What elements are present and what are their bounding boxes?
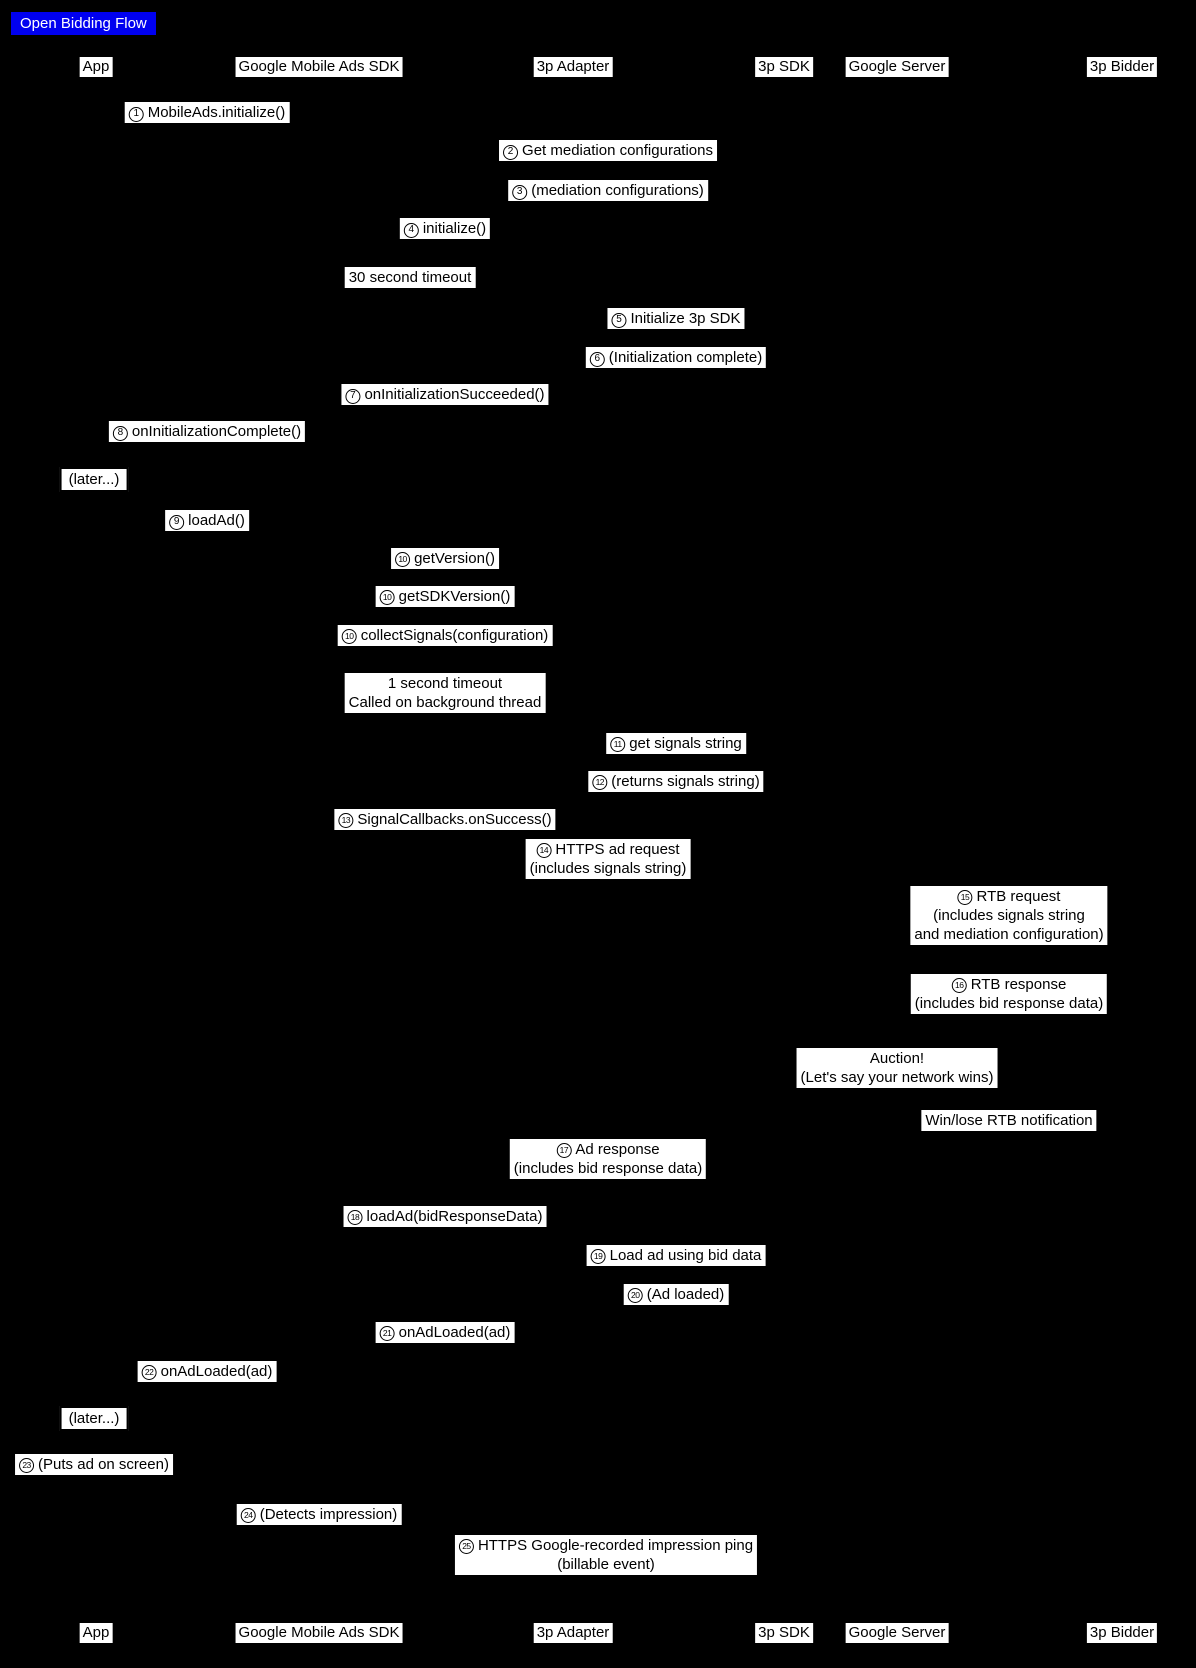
step-number: 10 [342, 629, 357, 644]
participant-top-3p-adapter: 3p Adapter [534, 57, 613, 77]
message-label-step-12-returns-signals-string: 12 (returns signals string) [588, 771, 763, 792]
step-number: 9 [169, 515, 184, 530]
step-number: 11 [610, 737, 625, 752]
step-number: 7 [345, 389, 360, 404]
step-number: 17 [556, 1143, 571, 1158]
message-label-step-25-https-google-recorded-impression-ping: 25 HTTPS Google-recorded impression ping (billable event) [455, 1535, 757, 1575]
step-number: 19 [591, 1249, 606, 1264]
step-number: 12 [592, 775, 607, 790]
message-label-step-6-initialization-complete: 6 (Initialization complete) [586, 347, 766, 368]
participant-top-3p-bidder: 3p Bidder [1087, 57, 1157, 77]
message-label-step-22-onadloaded-ad: 22 onAdLoaded(ad) [138, 1361, 277, 1382]
message-label-step-21-onadloaded-ad: 21 onAdLoaded(ad) [376, 1322, 515, 1343]
message-label-step-9-loadad: 9 loadAd() [165, 510, 249, 531]
message-label-step-17-ad-response: 17 Ad response (includes bid response data) [510, 1139, 706, 1179]
note-label-auction: Auction! (Let's say your network wins) [797, 1048, 998, 1088]
step-number: 4 [404, 223, 419, 238]
message-label-step-1-mobileads-initialize: 1 MobileAds.initialize() [125, 102, 290, 123]
step-number: 23 [19, 1458, 34, 1473]
message-label-step-10-collectsignals-configuration: 10 collectSignals(configuration) [338, 625, 553, 646]
note-label-1-second-timeout: 1 second timeout Called on background thread [345, 673, 546, 713]
step-number: 6 [590, 352, 605, 367]
participant-bottom-google-server: Google Server [846, 1623, 949, 1643]
step-number: 10 [380, 590, 395, 605]
participant-bottom-google-mobile-ads-sdk: Google Mobile Ads SDK [236, 1623, 403, 1643]
step-number: 13 [338, 813, 353, 828]
message-label-step-4-initialize: 4 initialize() [400, 218, 490, 239]
step-number: 1 [129, 107, 144, 122]
step-number: 24 [241, 1508, 256, 1523]
message-label-step-13-signalcallbacks-onsuccess: 13 SignalCallbacks.onSuccess() [334, 809, 555, 830]
participant-bottom-3p-sdk: 3p SDK [755, 1623, 813, 1643]
message-label-step-23-puts-ad-on-screen: 23 (Puts ad on screen) [15, 1454, 173, 1475]
diagram-title: Open Bidding Flow [11, 12, 156, 35]
message-label-step-14-https-ad-request: 14 HTTPS ad request (includes signals string) [526, 839, 691, 879]
message-label-step-19-load-ad-using-bid-data: 19 Load ad using bid data [587, 1245, 766, 1266]
participant-top-google-server: Google Server [846, 57, 949, 77]
step-number: 20 [628, 1288, 643, 1303]
message-label-step-16-rtb-response: 16 RTB response (includes bid response data) [911, 974, 1107, 1014]
step-number: 8 [113, 426, 128, 441]
step-number: 15 [958, 890, 973, 905]
step-number: 2 [503, 145, 518, 160]
participant-top-google-mobile-ads-sdk: Google Mobile Ads SDK [236, 57, 403, 77]
message-label-step-10-getversion: 10 getVersion() [391, 548, 499, 569]
message-label-step-11-get-signals-string: 11 get signals string [606, 733, 746, 754]
message-label-step-8-oninitializationcomplete: 8 onInitializationComplete() [109, 421, 305, 442]
participant-top-app: App [80, 57, 113, 77]
message-label-step-24-detects-impression: 24 (Detects impression) [237, 1504, 402, 1525]
note-label-later: (later...) [60, 1406, 129, 1431]
participant-bottom-3p-adapter: 3p Adapter [534, 1623, 613, 1643]
note-label-30-second-timeout: 30 second timeout [345, 267, 476, 288]
participant-bottom-3p-bidder: 3p Bidder [1087, 1623, 1157, 1643]
note-label-later: (later...) [60, 467, 129, 492]
step-number: 3 [512, 185, 527, 200]
step-number: 14 [536, 843, 551, 858]
participant-bottom-app: App [80, 1623, 113, 1643]
step-number: 25 [459, 1539, 474, 1554]
message-label-step-18-loadad-bidresponsedata: 18 loadAd(bidResponseData) [344, 1206, 547, 1227]
message-label-step-20-ad-loaded: 20 (Ad loaded) [624, 1284, 729, 1305]
step-number: 10 [395, 552, 410, 567]
step-number: 16 [952, 978, 967, 993]
message-label-step-3-mediation-configurations: 3 (mediation configurations) [508, 180, 708, 201]
participant-top-3p-sdk: 3p SDK [755, 57, 813, 77]
step-number: 22 [142, 1365, 157, 1380]
message-label-step-7-oninitializationsucceeded: 7 onInitializationSucceeded() [341, 384, 548, 405]
message-label-step-5-initialize-3p-sdk: 5 Initialize 3p SDK [607, 308, 744, 329]
step-number: 18 [348, 1210, 363, 1225]
step-number: 21 [380, 1326, 395, 1341]
message-label-step-10-getsdkversion: 10 getSDKVersion() [376, 586, 515, 607]
step-number: 5 [611, 313, 626, 328]
message-label-win-lose-rtb-notification: Win/lose RTB notification [921, 1110, 1096, 1131]
message-label-step-2-get-mediation-configurations: 2 Get mediation configurations [499, 140, 717, 161]
message-label-step-15-rtb-request: 15 RTB request (includes signals string and mediation configuration) [910, 886, 1107, 945]
